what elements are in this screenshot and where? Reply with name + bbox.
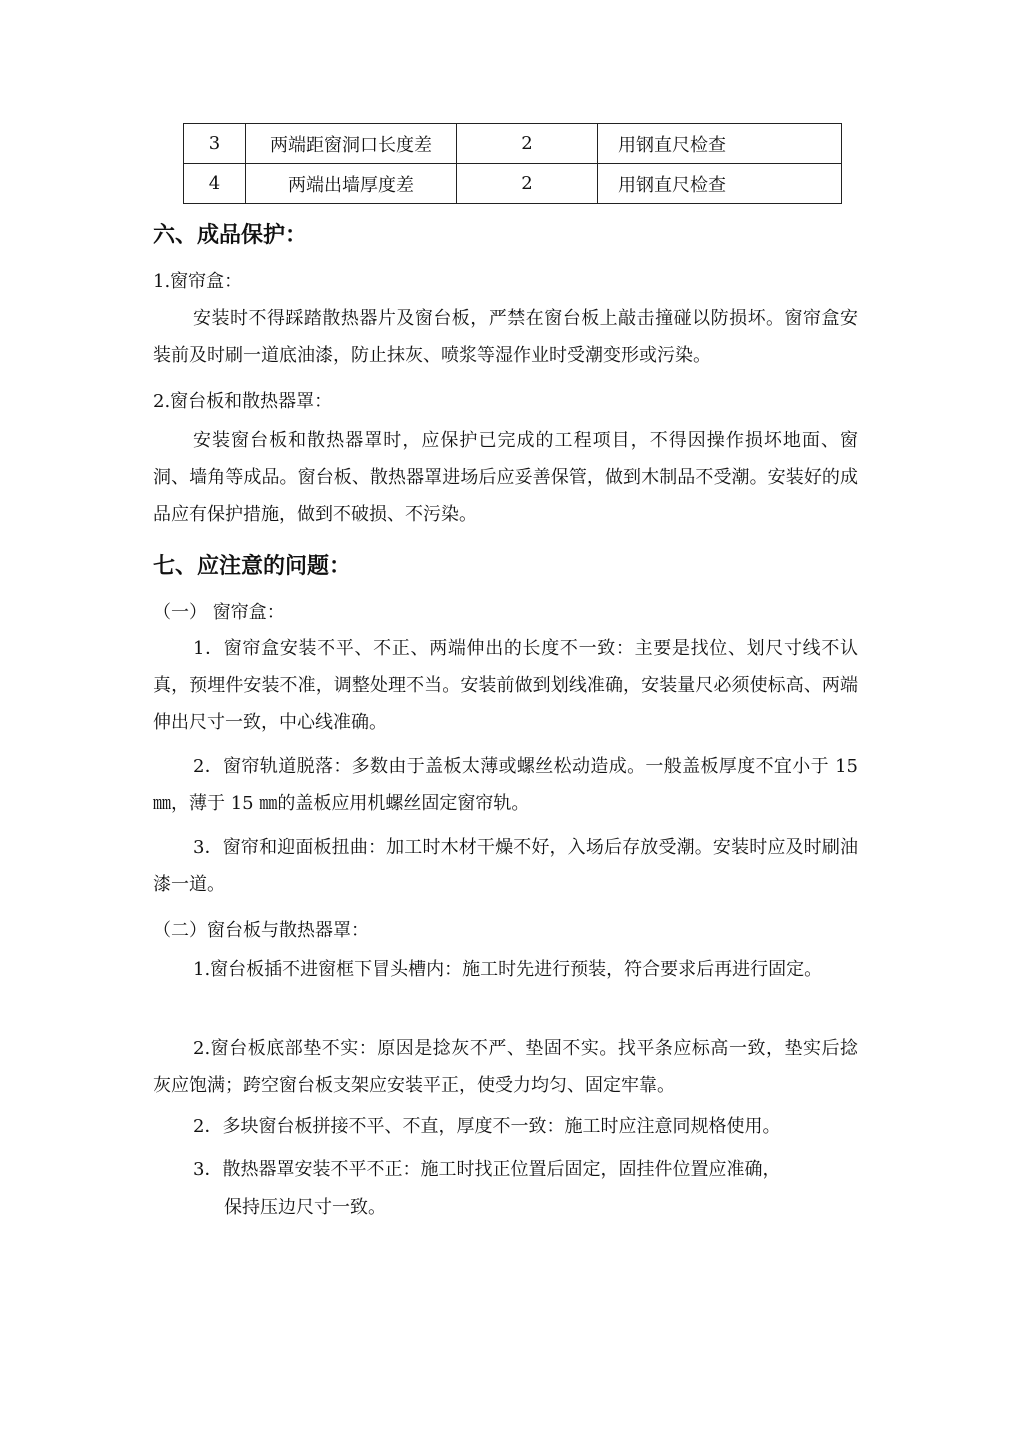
paragraph-line: 保持压边尺寸一致。: [224, 1197, 386, 1218]
section-heading-7: 七、应注意的问题：: [153, 554, 352, 579]
subsection-title: 2.窗台板和散热器罩：: [153, 391, 333, 412]
paragraph: 1.窗台板插不进窗框下冒头槽内：施工时先进行预装，符合要求后再进行固定。: [193, 959, 823, 980]
paragraph: 3．窗帘和迎面板扭曲：加工时木材干燥不好，入场后存放受潮。安装时应及时刷油漆一道。: [153, 837, 858, 895]
subsection-title: （一） 窗帘盒：: [153, 602, 285, 623]
paragraph-line: 3．散热器罩安装不平不正：施工时找正位置后固定，固挂件位置应准确，: [193, 1159, 781, 1180]
table-row: [184, 164, 842, 204]
paragraph: 2．窗帘轨道脱落：多数由于盖板太薄或螺丝松动造成。一般盖板厚度不宜小于 15 ㎜，薄于 15 ㎜的盖板应用机螺丝固定窗帘轨。: [153, 756, 858, 814]
paragraph: 1．窗帘盒安装不平、不正、两端伸出的长度不一致：主要是找位、划尺寸线不认真，预埋件安装不准，调整处理不当。安装前做到划线准确，安装量尺必须使标高、两端伸出尺寸一致，中心线准确。: [153, 638, 858, 733]
table-cell-item: 两端出墙厚度差: [246, 164, 457, 204]
table-cell-no: 3: [184, 124, 246, 164]
table-cell-value: 2: [457, 164, 598, 204]
paragraph: 安装窗台板和散热器罩时，应保护已完成的工程项目，不得因操作损坏地面、窗洞、墙角等成品。窗台板、散热器罩进场后应妥善保管，做到木制品不受潮。安装好的成品应有保护措施，做到不破损、不污染。: [153, 430, 858, 525]
paragraph: 2．多块窗台板拼接不平、不直，厚度不一致：施工时应注意同规格使用。: [193, 1116, 781, 1137]
section-heading-6: 六、成品保护：: [153, 223, 308, 248]
table-cell-method: 用钢直尺检查: [598, 124, 842, 164]
paragraph: 安装时不得踩踏散热器片及窗台板，严禁在窗台板上敲击撞碰以防损坏。窗帘盒安装前及时刷一道底油漆，防止抹灰、喷浆等湿作业时受潮变形或污染。: [153, 308, 858, 366]
table-cell-method: 用钢直尺检查: [598, 164, 842, 204]
table-row: [184, 124, 842, 164]
table-cell-value: 2: [457, 124, 598, 164]
table-cell-no: 4: [184, 164, 246, 204]
subsection-title: （二）窗台板与散热器罩：: [153, 920, 369, 941]
paragraph: 2.窗台板底部垫不实：原因是捻灰不严、垫固不实。找平条应标高一致，垫实后捻灰应饱满；跨空窗台板支架应安装平正，使受力均匀、固定牢靠。: [153, 1038, 858, 1096]
inspection-table: [183, 123, 842, 204]
subsection-title: 1.窗帘盒：: [153, 271, 243, 292]
table-cell-item: 两端距窗洞口长度差: [246, 124, 457, 164]
